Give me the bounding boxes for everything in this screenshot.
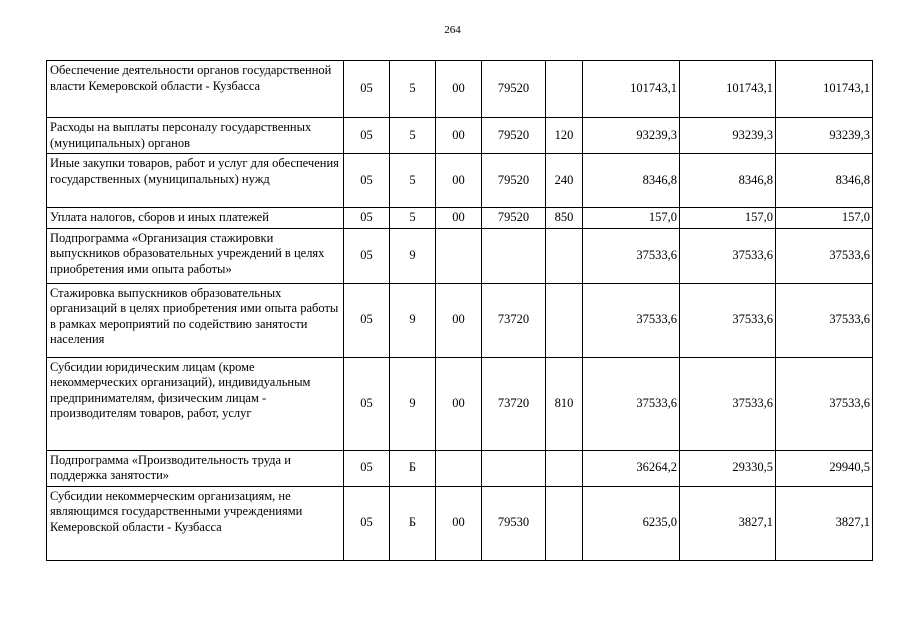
- subsection-code-cell: 5: [390, 154, 436, 208]
- subsection-code-cell: 5: [390, 118, 436, 154]
- amount-cell-1: 8346,8: [583, 154, 680, 208]
- row-name-cell: Расходы на выплаты персоналу государственных (муниципальных) органов: [47, 118, 344, 154]
- subsection-code-cell: Б: [390, 450, 436, 486]
- subsection-code-cell: 9: [390, 283, 436, 357]
- amount-cell-1: 36264,2: [583, 450, 680, 486]
- row-name-cell: Иные закупки товаров, работ и услуг для обеспечения государственных (муниципальных) нужд: [47, 154, 344, 208]
- program-code-cell: 00: [436, 61, 482, 118]
- section-code-cell: 05: [344, 357, 390, 450]
- table-row: [47, 154, 873, 208]
- subsection-code-cell: 5: [390, 61, 436, 118]
- expense-type-cell: 850: [546, 208, 583, 229]
- subsection-code-cell: 9: [390, 357, 436, 450]
- program-code-cell: 00: [436, 154, 482, 208]
- program-code-cell: 00: [436, 208, 482, 229]
- table-row: [47, 61, 873, 118]
- expense-type-cell: [546, 228, 583, 283]
- amount-cell-3: 29940,5: [776, 450, 873, 486]
- amount-cell-1: 6235,0: [583, 486, 680, 560]
- amount-cell-1: 37533,6: [583, 357, 680, 450]
- amount-cell-1: 157,0: [583, 208, 680, 229]
- table-row: [47, 208, 873, 229]
- program-code-cell: [436, 450, 482, 486]
- direction-code-cell: 79520: [482, 154, 546, 208]
- section-code-cell: 05: [344, 61, 390, 118]
- program-code-cell: 00: [436, 118, 482, 154]
- amount-cell-1: 93239,3: [583, 118, 680, 154]
- direction-code-cell: [482, 228, 546, 283]
- amount-cell-1: 101743,1: [583, 61, 680, 118]
- program-code-cell: [436, 228, 482, 283]
- expense-type-cell: 120: [546, 118, 583, 154]
- row-name-cell: Уплата налогов, сборов и иных платежей: [47, 208, 344, 229]
- amount-cell-2: 29330,5: [680, 450, 776, 486]
- row-name-cell: Стажировка выпускников образовательных организаций в целях приобретения ими опыта работы в рамках мероприятий по содействию занятости населения: [47, 283, 344, 357]
- section-code-cell: 05: [344, 486, 390, 560]
- direction-code-cell: [482, 450, 546, 486]
- direction-code-cell: 79520: [482, 61, 546, 118]
- expense-type-cell: 810: [546, 357, 583, 450]
- amount-cell-2: 8346,8: [680, 154, 776, 208]
- amount-cell-3: 37533,6: [776, 357, 873, 450]
- expense-type-cell: 240: [546, 154, 583, 208]
- amount-cell-2: 101743,1: [680, 61, 776, 118]
- amount-cell-3: 157,0: [776, 208, 873, 229]
- table-row: [47, 486, 873, 560]
- section-code-cell: 05: [344, 228, 390, 283]
- direction-code-cell: 79530: [482, 486, 546, 560]
- section-code-cell: 05: [344, 118, 390, 154]
- table-body: [47, 61, 873, 561]
- amount-cell-3: 37533,6: [776, 228, 873, 283]
- amount-cell-1: 37533,6: [583, 228, 680, 283]
- amount-cell-2: 157,0: [680, 208, 776, 229]
- amount-cell-3: 8346,8: [776, 154, 873, 208]
- table-row: [47, 357, 873, 450]
- direction-code-cell: 79520: [482, 118, 546, 154]
- direction-code-cell: 73720: [482, 357, 546, 450]
- page-number: 264: [444, 24, 461, 36]
- amount-cell-2: 37533,6: [680, 283, 776, 357]
- budget-table: [46, 60, 873, 561]
- table-row: [47, 450, 873, 486]
- table-row: [47, 283, 873, 357]
- amount-cell-2: 37533,6: [680, 228, 776, 283]
- expense-type-cell: [546, 283, 583, 357]
- amount-cell-3: 101743,1: [776, 61, 873, 118]
- expense-type-cell: [546, 61, 583, 118]
- table-row: [47, 228, 873, 283]
- direction-code-cell: 79520: [482, 208, 546, 229]
- expense-type-cell: [546, 450, 583, 486]
- row-name-cell: Обеспечение деятельности органов государственной власти Кемеровской области - Кузбасса: [47, 61, 344, 118]
- row-name-cell: Субсидии юридическим лицам (кроме некоммерческих организаций), индивидуальным предпринимателям, физическим лицам - производителям товаров, работ, услуг: [47, 357, 344, 450]
- direction-code-cell: 73720: [482, 283, 546, 357]
- program-code-cell: 00: [436, 357, 482, 450]
- row-name-cell: Подпрограмма «Организация стажировки выпускников образовательных учреждений в целях приобретения ими опыта работы»: [47, 228, 344, 283]
- amount-cell-3: 3827,1: [776, 486, 873, 560]
- section-code-cell: 05: [344, 154, 390, 208]
- amount-cell-2: 93239,3: [680, 118, 776, 154]
- amount-cell-1: 37533,6: [583, 283, 680, 357]
- expense-type-cell: [546, 486, 583, 560]
- subsection-code-cell: 5: [390, 208, 436, 229]
- program-code-cell: 00: [436, 486, 482, 560]
- amount-cell-3: 93239,3: [776, 118, 873, 154]
- subsection-code-cell: 9: [390, 228, 436, 283]
- table-row: [47, 118, 873, 154]
- row-name-cell: Подпрограмма «Производительность труда и поддержка занятости»: [47, 450, 344, 486]
- program-code-cell: 00: [436, 283, 482, 357]
- row-name-cell: Субсидии некоммерческим организациям, не являющимся государственными учреждениями Кемеровской области - Кузбасса: [47, 486, 344, 560]
- section-code-cell: 05: [344, 283, 390, 357]
- amount-cell-2: 3827,1: [680, 486, 776, 560]
- amount-cell-2: 37533,6: [680, 357, 776, 450]
- amount-cell-3: 37533,6: [776, 283, 873, 357]
- subsection-code-cell: Б: [390, 486, 436, 560]
- section-code-cell: 05: [344, 450, 390, 486]
- section-code-cell: 05: [344, 208, 390, 229]
